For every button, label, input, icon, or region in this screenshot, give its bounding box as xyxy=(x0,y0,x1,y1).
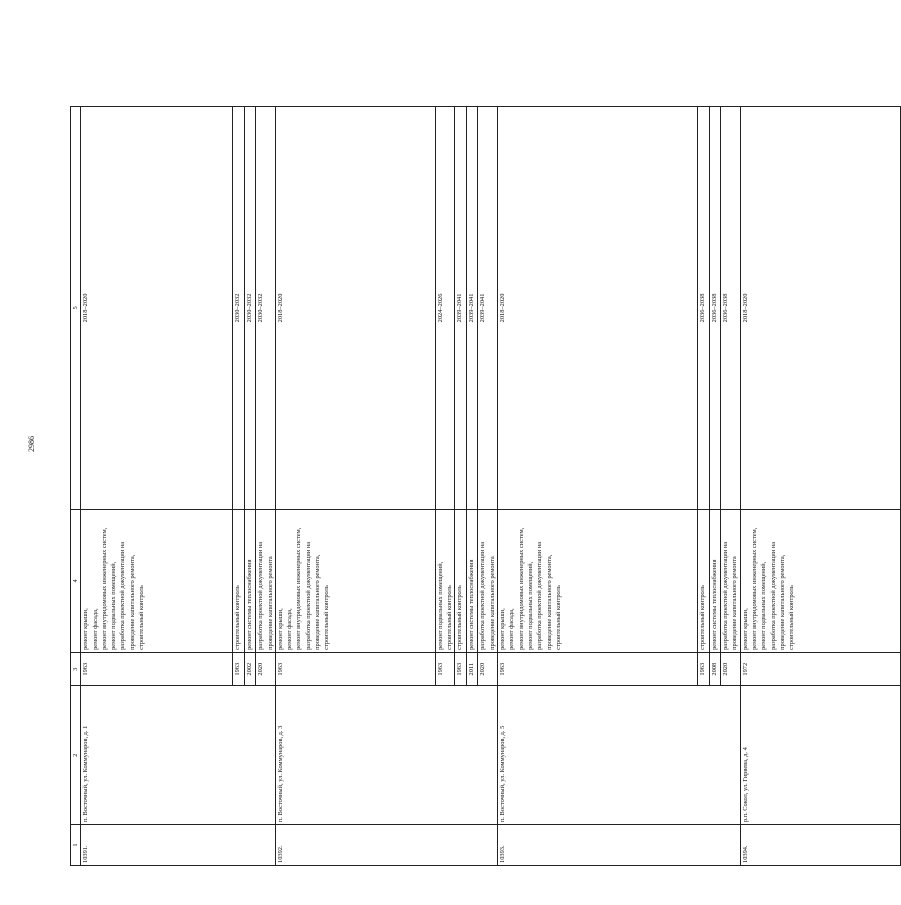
repair-period: 2024–2026 xyxy=(435,107,455,510)
table-row xyxy=(498,107,698,866)
construction-year: 1963 xyxy=(435,652,455,686)
work-description: строительный контроль xyxy=(233,509,245,652)
construction-year: 2020 xyxy=(478,652,498,686)
work-description: ремонт системы теплоснабжения xyxy=(244,509,256,652)
work-description: строительный контроль xyxy=(698,509,710,652)
repair-period: 2039–2041 xyxy=(478,107,498,510)
work-description: разработка проектной документации на проведение капитального ремонта xyxy=(721,509,741,652)
repair-period: 2036–2038 xyxy=(698,107,710,510)
work-description: ремонт крыши, ремонт фасада, ремонт внутридомовых инженерных систем, ремонт подвальных помещений, разработка проектной документации на проведение капитального ремонта, строительный контроль xyxy=(498,509,698,652)
work-description: ремонт системы теплоснабжения xyxy=(466,509,478,652)
page-number: 2986 xyxy=(27,436,36,452)
repair-period: 2030–2032 xyxy=(256,107,276,510)
building-address: п. Восточный, ул. Коммунаров, д. 1 xyxy=(81,686,276,825)
work-description: ремонт крыши, ремонт внутридомовых инженерных систем, ремонт подвальных помещений, разработка проектной документации на проведение капитального ремонта, строительный контроль xyxy=(740,509,900,652)
column-number-header: 2 xyxy=(71,686,81,825)
repair-period: 2018–2020 xyxy=(275,107,435,510)
table-row xyxy=(740,107,900,866)
repair-period: 2036–2038 xyxy=(721,107,741,510)
work-description: ремонт крыши, ремонт фасада, ремонт внутридомовых инженерных систем, разработка проектной документации на проведение капитального ремонта, строительный контроль xyxy=(275,509,435,652)
record-number: 10394. xyxy=(740,825,900,866)
building-address: п. Восточный, ул. Коммунаров, д. 5 xyxy=(498,686,741,825)
building-address: р.п. Сокол, ул. Гирвева, д. 4 xyxy=(740,686,900,825)
construction-year: 1963 xyxy=(81,652,233,686)
column-number-header: 4 xyxy=(71,509,81,652)
repair-period: 2030–2032 xyxy=(244,107,256,510)
construction-year: 2008 xyxy=(709,652,721,686)
record-number: 10393. xyxy=(498,825,741,866)
work-description: ремонт крыши, ремонт фасада, ремонт внутридомовых инженерных систем, ремонт подвальных помещений, разработка проектной документации на проведение капитального ремонта, строительный контроль xyxy=(81,509,233,652)
repair-period: 2018–2020 xyxy=(498,107,698,510)
construction-year: 1963 xyxy=(698,652,710,686)
repair-period: 2039–2041 xyxy=(455,107,467,510)
construction-year: 2002 xyxy=(244,652,256,686)
column-number-row xyxy=(71,107,81,866)
repair-schedule-table xyxy=(70,106,901,866)
construction-year: 1963 xyxy=(275,652,435,686)
construction-year: 1963 xyxy=(455,652,467,686)
table-row xyxy=(81,107,233,866)
work-description: ремонт подвальных помещений, строительный контроль xyxy=(435,509,455,652)
work-description: строительный контроль xyxy=(455,509,467,652)
column-number-header: 5 xyxy=(71,107,81,510)
construction-year: 1963 xyxy=(233,652,245,686)
repair-period: 2018–2020 xyxy=(81,107,233,510)
column-number-header: 3 xyxy=(71,652,81,686)
table-row xyxy=(275,107,435,866)
repair-period: 2018–2020 xyxy=(740,107,900,510)
construction-year: 2020 xyxy=(721,652,741,686)
record-number: 10391. xyxy=(81,825,276,866)
document-sheet xyxy=(70,106,796,866)
construction-year: 1972 xyxy=(740,652,900,686)
construction-year: 1963 xyxy=(498,652,698,686)
work-description: разработка проектной документации на проведение капитального ремонта xyxy=(478,509,498,652)
repair-period: 2030–2032 xyxy=(233,107,245,510)
repair-period: 2039–2041 xyxy=(466,107,478,510)
repair-period: 2036–2038 xyxy=(709,107,721,510)
column-number-header: 1 xyxy=(71,825,81,866)
work-description: ремонт системы теплоснабжения xyxy=(709,509,721,652)
record-number: 10392. xyxy=(275,825,497,866)
construction-year: 2011 xyxy=(466,652,478,686)
work-description: разработка проектной документации на проведение капитального ремонта xyxy=(256,509,276,652)
construction-year: 2020 xyxy=(256,652,276,686)
building-address: п. Восточный, ул. Коммунаров, д. 3 xyxy=(275,686,497,825)
